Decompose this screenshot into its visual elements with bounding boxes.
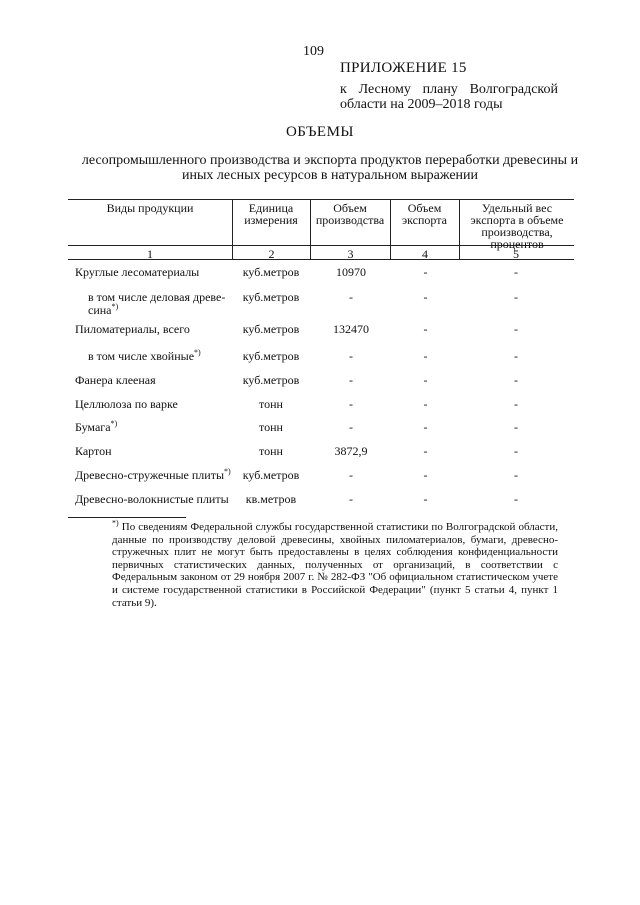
footnote-separator (68, 517, 186, 518)
document-subtitle: лесопромышленного производства и экспорта продуктов переработки древесины и иных лесных ресурсов в натуральном выражении (81, 153, 579, 183)
header-unit: Единица измерения (244, 201, 298, 227)
header-production-volume: Объем производства (315, 201, 385, 227)
row-production: 132470 (333, 322, 369, 336)
row-export: - (423, 492, 428, 506)
column-number-1: 1 (147, 247, 153, 261)
column-number-2: 2 (268, 247, 275, 261)
page-number: 109 (303, 44, 324, 59)
row-production: 10970 (336, 265, 366, 279)
row-unit: кв.метров (245, 492, 297, 506)
column-number-4: 4 (422, 247, 428, 261)
row-product-name: Бумага*) (75, 419, 118, 434)
row-unit: тонн (259, 420, 283, 434)
row-export-share: - (514, 265, 518, 279)
appendix-title: ПРИЛОЖЕНИЕ 15 (340, 60, 467, 76)
row-export-share: - (514, 349, 518, 363)
column-number-3: 3 (347, 247, 354, 261)
row-product-name: Древесно-стружечные плиты*) (75, 467, 231, 482)
row-unit: куб.метров (242, 373, 300, 387)
row-unit: куб.метров (242, 349, 300, 363)
header-product-type: Виды продукции (106, 201, 194, 215)
row-product-name: Картон (75, 444, 112, 458)
row-production: - (349, 373, 353, 387)
document-title: ОБЪЕМЫ (285, 124, 355, 140)
row-production: - (349, 468, 353, 482)
table-top-rule (68, 199, 574, 200)
row-export: - (423, 444, 428, 458)
row-export: - (423, 349, 428, 363)
row-product-name: Древесно-волокнистые плиты (75, 492, 229, 506)
row-export: - (423, 468, 428, 482)
row-production: - (349, 290, 353, 304)
row-export-share: - (514, 420, 518, 434)
footnote-mark: *) (112, 518, 119, 528)
row-production: - (349, 492, 353, 506)
row-export: - (423, 373, 428, 387)
row-product-name: Целлюлоза по варке (75, 397, 178, 411)
row-production: - (349, 420, 353, 434)
row-export-share: - (514, 397, 518, 411)
row-product-name: в том числе хвойные*) (88, 348, 201, 363)
footnote (112, 518, 558, 609)
row-unit: куб.метров (242, 265, 300, 279)
appendix-subtitle: к Лесному плану Волгоградской области на 2009–2018 годы (340, 82, 558, 112)
row-unit: куб.метров (242, 468, 300, 482)
row-export-share: - (514, 468, 518, 482)
row-export: - (423, 265, 428, 279)
row-production: 3872,9 (334, 444, 368, 458)
footnote-ref: *) (111, 302, 119, 311)
row-unit: тонн (259, 444, 283, 458)
row-export-share: - (514, 322, 518, 336)
row-product-name: Круглые лесоматериалы (75, 265, 200, 279)
row-unit: куб.метров (242, 290, 300, 304)
footnote-ref: *) (110, 419, 118, 428)
row-production: - (349, 349, 353, 363)
row-export-share: - (514, 373, 518, 387)
row-product-name: в том числе деловая древе-сина*) (88, 290, 226, 317)
footnote-ref: *) (194, 348, 201, 357)
row-production: - (349, 397, 353, 411)
row-product-name: Пиломатериалы, всего (75, 322, 190, 336)
column-number-5: 5 (513, 247, 519, 261)
row-export: - (423, 397, 428, 411)
header-export-share: Удельный вес экспорта в объеме производства, процентов (470, 201, 564, 251)
row-export: - (423, 322, 428, 336)
footnote-text: По сведениям Федеральной службы государственной статистики по Волгоградской области, данные по производству деловой древесины, хвойных пиломатериалов, бумаги, древесно-стружечных плит не могут быть предоставлены в целях соблюдения конфиденциальности первичных статистических данных, полученных от организаций, в соответствии с Федеральным законом от 29 ноября 2007 г. № 282-ФЗ "Об официальном статистическом учете и системе государственной статистики в Российской Федерации" (пункт 5 статьи 4, пункт 1 статьи 9). (112, 521, 558, 609)
row-export-share: - (514, 290, 518, 304)
row-export-share: - (514, 444, 518, 458)
row-unit: тонн (259, 397, 283, 411)
row-export: - (423, 420, 428, 434)
row-export-share: - (514, 492, 518, 506)
header-export-volume: Объем экспорта (402, 201, 447, 227)
row-export: - (423, 290, 428, 304)
row-unit: куб.метров (242, 322, 300, 336)
footnote-ref: *) (224, 467, 231, 476)
row-product-name: Фанера клееная (75, 373, 156, 387)
